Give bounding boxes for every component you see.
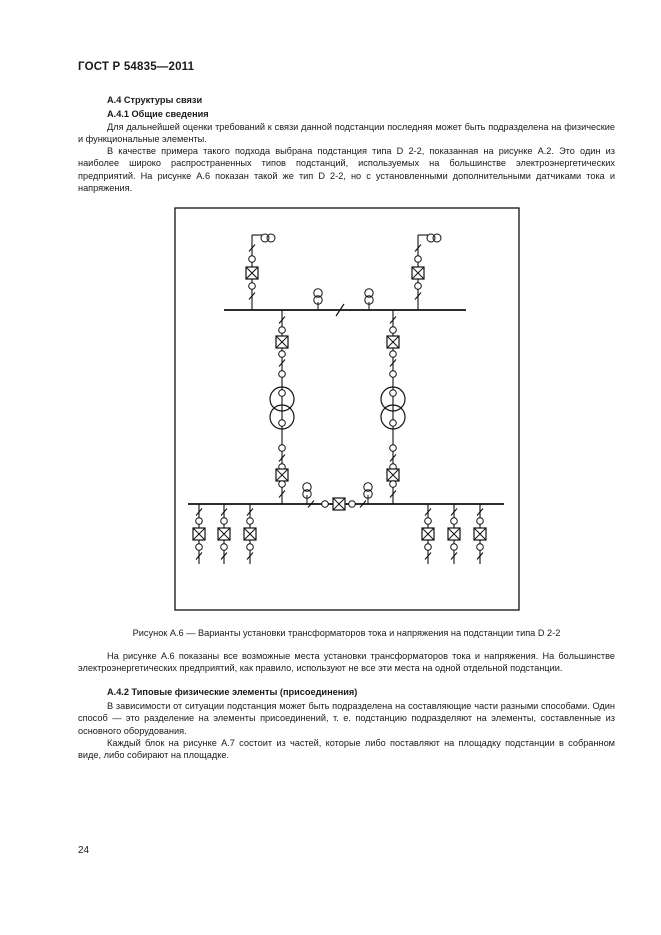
figure-caption: Рисунок А.6 — Варианты установки трансформаторов тока и напряжения на подстанции типа D 2-2 xyxy=(132,628,561,638)
paragraph-4: В зависимости от ситуации подстанция может быть подразделена на составляющие части разными способами. Один способ — это разделение на элементы присоединений, т. е. подстанцию подразделяют на элементы, составленные из основного оборудования. xyxy=(78,701,615,736)
substation-diagram xyxy=(174,207,520,611)
paragraph-2: В качестве примера такого подхода выбрана подстанция типа D 2-2, показанная на рисунке А.2. Это один из наиболее широко распространенных типов подстанций, используемых на большинстве электроэнергетических предприятий. На рисунке А.6 показан такой же тип D 2-2, но с установленными дополнительными датчиками тока и напряжения. xyxy=(78,146,615,193)
page-number: 24 xyxy=(78,845,90,856)
paragraph-3: На рисунке А.6 показаны все возможные места установки трансформаторов тока и напряжения. На большинстве электроэнергетических предприятий, как правило, используют не все эти места на одной отдельной подстанции. xyxy=(78,651,615,674)
document-header: ГОСТ Р 54835—2011 xyxy=(78,61,195,73)
section-a42-title: А.4.2 Типовые физические элементы (присоединения) xyxy=(107,687,358,697)
section-a41-title: А.4.1 Общие сведения xyxy=(107,109,209,119)
paragraph-5: Каждый блок на рисунке А.7 состоит из частей, которые либо поставляют на площадку подстанции в собранном виде, либо собирают на площадке. xyxy=(78,738,615,761)
paragraph-1: Для дальнейшей оценки требований к связи данной подстанции последняя может быть подразделена на физические и функциональные элементы. xyxy=(78,122,615,145)
section-a4-title: А.4 Структуры связи xyxy=(107,95,203,105)
